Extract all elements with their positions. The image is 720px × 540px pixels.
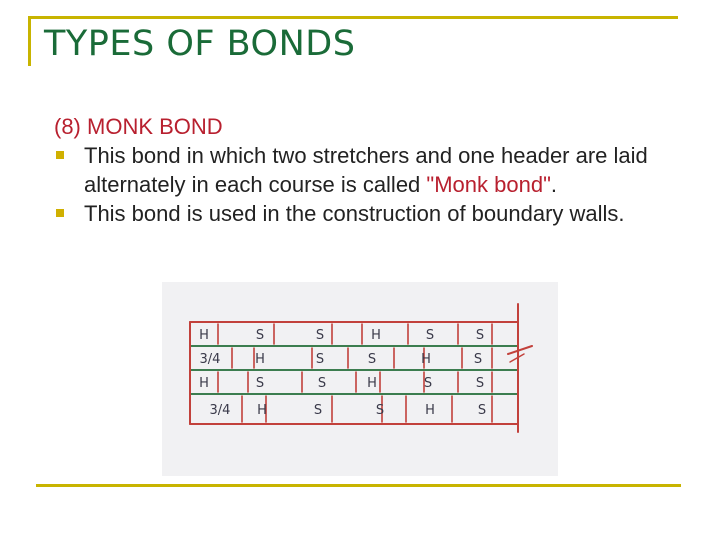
brick-label: S	[315, 328, 325, 343]
brick-label: S	[475, 328, 485, 343]
brick-label: H	[425, 403, 435, 418]
brick-label: 3/4	[209, 403, 231, 418]
monk-bond-sketch	[162, 282, 558, 476]
brick-label: H	[199, 376, 209, 391]
brick-label: H	[257, 403, 267, 418]
bullet-square-icon	[56, 151, 64, 159]
brick-label: S	[367, 352, 377, 367]
brick-label: S	[315, 352, 325, 367]
bullet-square-icon	[56, 209, 64, 217]
bullet-text-end: .	[550, 172, 558, 197]
brick-label: S	[317, 376, 327, 391]
highlight-text: "Monk bond"	[426, 172, 551, 197]
brick-label: H	[255, 352, 265, 367]
brick-label: S	[375, 403, 385, 418]
brick-label: S	[423, 376, 433, 391]
bullet-item-usage	[54, 199, 674, 228]
section-heading: (8) MONK BOND	[54, 114, 223, 139]
brick-label: S	[473, 352, 483, 367]
brick-label: S	[255, 376, 265, 391]
bullet-item-definition	[54, 141, 674, 199]
slide-title: TYPES OF BONDS	[44, 24, 356, 64]
frame-bottom-rule	[36, 484, 681, 487]
brick-label: H	[367, 376, 377, 391]
frame-left-rule	[28, 16, 31, 66]
brick-label: S	[255, 328, 265, 343]
bullet-text: This bond in which two stretchers and one header are laid alternately in each course is called	[84, 143, 648, 197]
brick-label: S	[477, 403, 487, 418]
bullet-text: This bond is used in the construction of boundary walls.	[84, 201, 625, 226]
break-mark	[508, 346, 532, 354]
brick-label: H	[421, 352, 431, 367]
brick-label: H	[199, 328, 209, 343]
frame-top-rule	[28, 16, 678, 19]
slide-body	[54, 112, 674, 228]
brick-label: S	[313, 403, 323, 418]
brick-label: 3/4	[199, 352, 221, 367]
brick-label: H	[371, 328, 381, 343]
monk-bond-diagram	[162, 282, 558, 476]
brick-label: S	[425, 328, 435, 343]
brick-label: S	[475, 376, 485, 391]
